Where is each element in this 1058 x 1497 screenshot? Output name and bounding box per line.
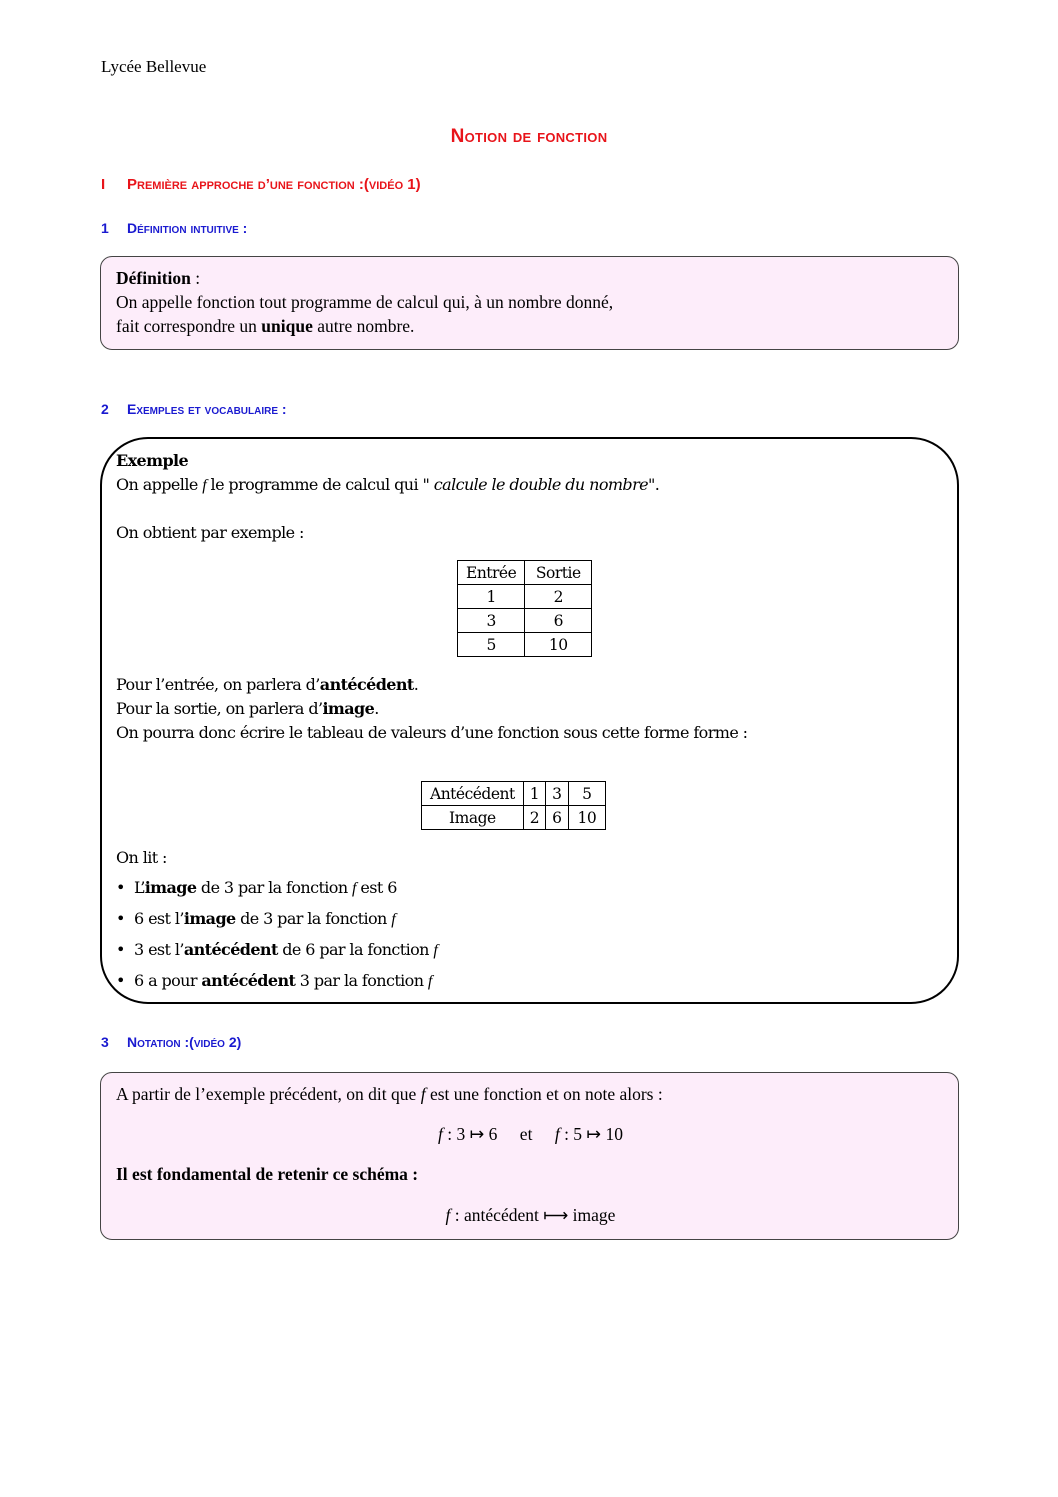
list-item <box>116 969 437 1000</box>
text: Pour l’entrée, on parlera d’ <box>116 675 320 694</box>
table-header-row <box>458 561 592 585</box>
text: A partir de l’exemple précédent, on dit que <box>116 1084 421 1104</box>
text: autre nombre. <box>312 316 415 336</box>
list-item <box>116 938 437 969</box>
table-row <box>458 609 592 633</box>
definition-box <box>100 256 959 350</box>
school-name: Lycée Bellevue <box>101 57 207 76</box>
text: L’ <box>134 878 145 897</box>
text: 3 est l’ <box>134 940 184 959</box>
example-obtain: On obtient par exemple : <box>116 523 304 542</box>
bold-term: antécédent <box>201 971 296 990</box>
definition-label-line <box>116 266 943 290</box>
text: 6 a pour <box>134 971 202 990</box>
text: est 6 <box>355 878 397 897</box>
table-cell: 5 <box>458 633 525 657</box>
table-header-cell: Entrée <box>458 561 525 585</box>
bold-unique: unique <box>261 316 313 336</box>
table-cell: 1 <box>523 782 545 806</box>
list-item <box>116 876 437 907</box>
text: est une fonction et on note alors : <box>425 1084 663 1104</box>
table-cell: 2 <box>523 806 545 830</box>
text: le programme de calcul qui " <box>206 475 434 494</box>
vocab-image <box>116 697 379 721</box>
table-cell: 6 <box>546 806 568 830</box>
text: 6 est l’ <box>134 909 184 928</box>
table-header-cell: Sortie <box>525 561 592 585</box>
table-row <box>422 806 606 830</box>
function-symbol: f <box>445 1205 451 1225</box>
notation-emphasis <box>116 1162 418 1186</box>
function-symbol: f <box>438 1124 443 1144</box>
table-row <box>458 585 592 609</box>
example-intro <box>116 473 659 498</box>
text: . <box>374 699 379 718</box>
bold-term: antécédent <box>183 940 278 959</box>
table-row <box>458 633 592 657</box>
text: . <box>413 675 419 694</box>
section-heading-I <box>101 176 421 193</box>
function-symbol: f <box>427 973 432 990</box>
definition-line-1: On appelle fonction tout programme de calcul qui, à un nombre donné, <box>116 292 614 312</box>
subsection-title: Exemples et vocabulaire : <box>127 401 287 417</box>
example-box <box>100 437 959 1004</box>
table-cell: 2 <box>525 585 592 609</box>
bold-term: antécédent <box>319 675 414 694</box>
text: fait correspondre un <box>116 316 262 336</box>
notation-schema <box>101 1203 960 1227</box>
subsection-number: 2 <box>101 401 109 417</box>
subsection-number: 1 <box>101 220 109 236</box>
table-cell: 6 <box>525 609 592 633</box>
notation-formula <box>101 1122 960 1146</box>
italic-phrase: calcule le double du nombre <box>433 475 648 494</box>
text: de 3 par la fonction <box>196 878 353 897</box>
bold-line: Il est fondamental de retenir ce schéma : <box>116 1164 419 1184</box>
entry-output-table <box>457 560 592 657</box>
table-cell: 3 <box>458 609 525 633</box>
conjunction: et <box>519 1124 533 1144</box>
notation-box <box>100 1072 959 1240</box>
example-label: Exemple <box>116 451 189 470</box>
list-item <box>116 907 437 938</box>
reading-label: On lit : <box>116 848 167 867</box>
table-cell: 10 <box>568 806 606 830</box>
reading-list <box>116 876 437 1000</box>
function-symbol: f <box>352 880 356 897</box>
subsection-number: 3 <box>101 1034 109 1050</box>
subsection-heading-3 <box>101 1034 241 1050</box>
page-title: Notion de fonction <box>450 126 608 147</box>
bold-term: image <box>183 909 236 928</box>
text: Pour la sortie, on parlera d’ <box>116 699 323 718</box>
section-title: Première approche d’une fonction :(vidéo 1) <box>127 176 421 193</box>
notation-intro <box>116 1082 663 1106</box>
text: On appelle <box>116 475 203 494</box>
table-row-header: Image <box>422 806 524 830</box>
function-symbol: f <box>391 911 396 928</box>
function-symbol: f <box>202 477 207 494</box>
schema-text: : antécédent ⟼ image <box>450 1205 616 1225</box>
antecedent-image-table <box>421 781 606 830</box>
text: ". <box>648 475 660 494</box>
subsection-heading-1 <box>101 220 247 236</box>
vocab-table-intro: On pourra donc écrire le tableau de valeurs d’une fonction sous cette forme forme : <box>116 723 748 742</box>
table-cell: 10 <box>525 633 592 657</box>
function-symbol: f <box>554 1124 560 1144</box>
bold-term: image <box>144 878 197 897</box>
definition-line-2 <box>116 314 943 338</box>
function-symbol: f <box>420 1084 426 1104</box>
bold-term: image <box>322 699 375 718</box>
formula-part: : 3 ↦ 6 <box>442 1124 498 1144</box>
table-row <box>422 782 606 806</box>
vocab-antecedent <box>116 673 418 697</box>
table-cell: 1 <box>458 585 525 609</box>
example-label-line <box>116 449 188 473</box>
definition-label: Définition <box>116 268 191 288</box>
function-symbol: f <box>433 942 438 959</box>
subsection-title: Notation :(vidéo 2) <box>127 1034 242 1050</box>
table-cell: 3 <box>546 782 568 806</box>
label-suffix: : <box>190 268 201 288</box>
formula-part: : 5 ↦ 10 <box>559 1124 623 1144</box>
subsection-heading-2 <box>101 401 287 417</box>
text: de 6 par la fonction <box>277 940 434 959</box>
table-row-header: Antécédent <box>422 782 524 806</box>
section-number: I <box>101 176 106 193</box>
text: 3 par la fonction <box>295 971 428 990</box>
subsection-title: Définition intuitive : <box>127 220 248 236</box>
text: de 3 par la fonction <box>235 909 392 928</box>
table-cell: 5 <box>568 782 606 806</box>
